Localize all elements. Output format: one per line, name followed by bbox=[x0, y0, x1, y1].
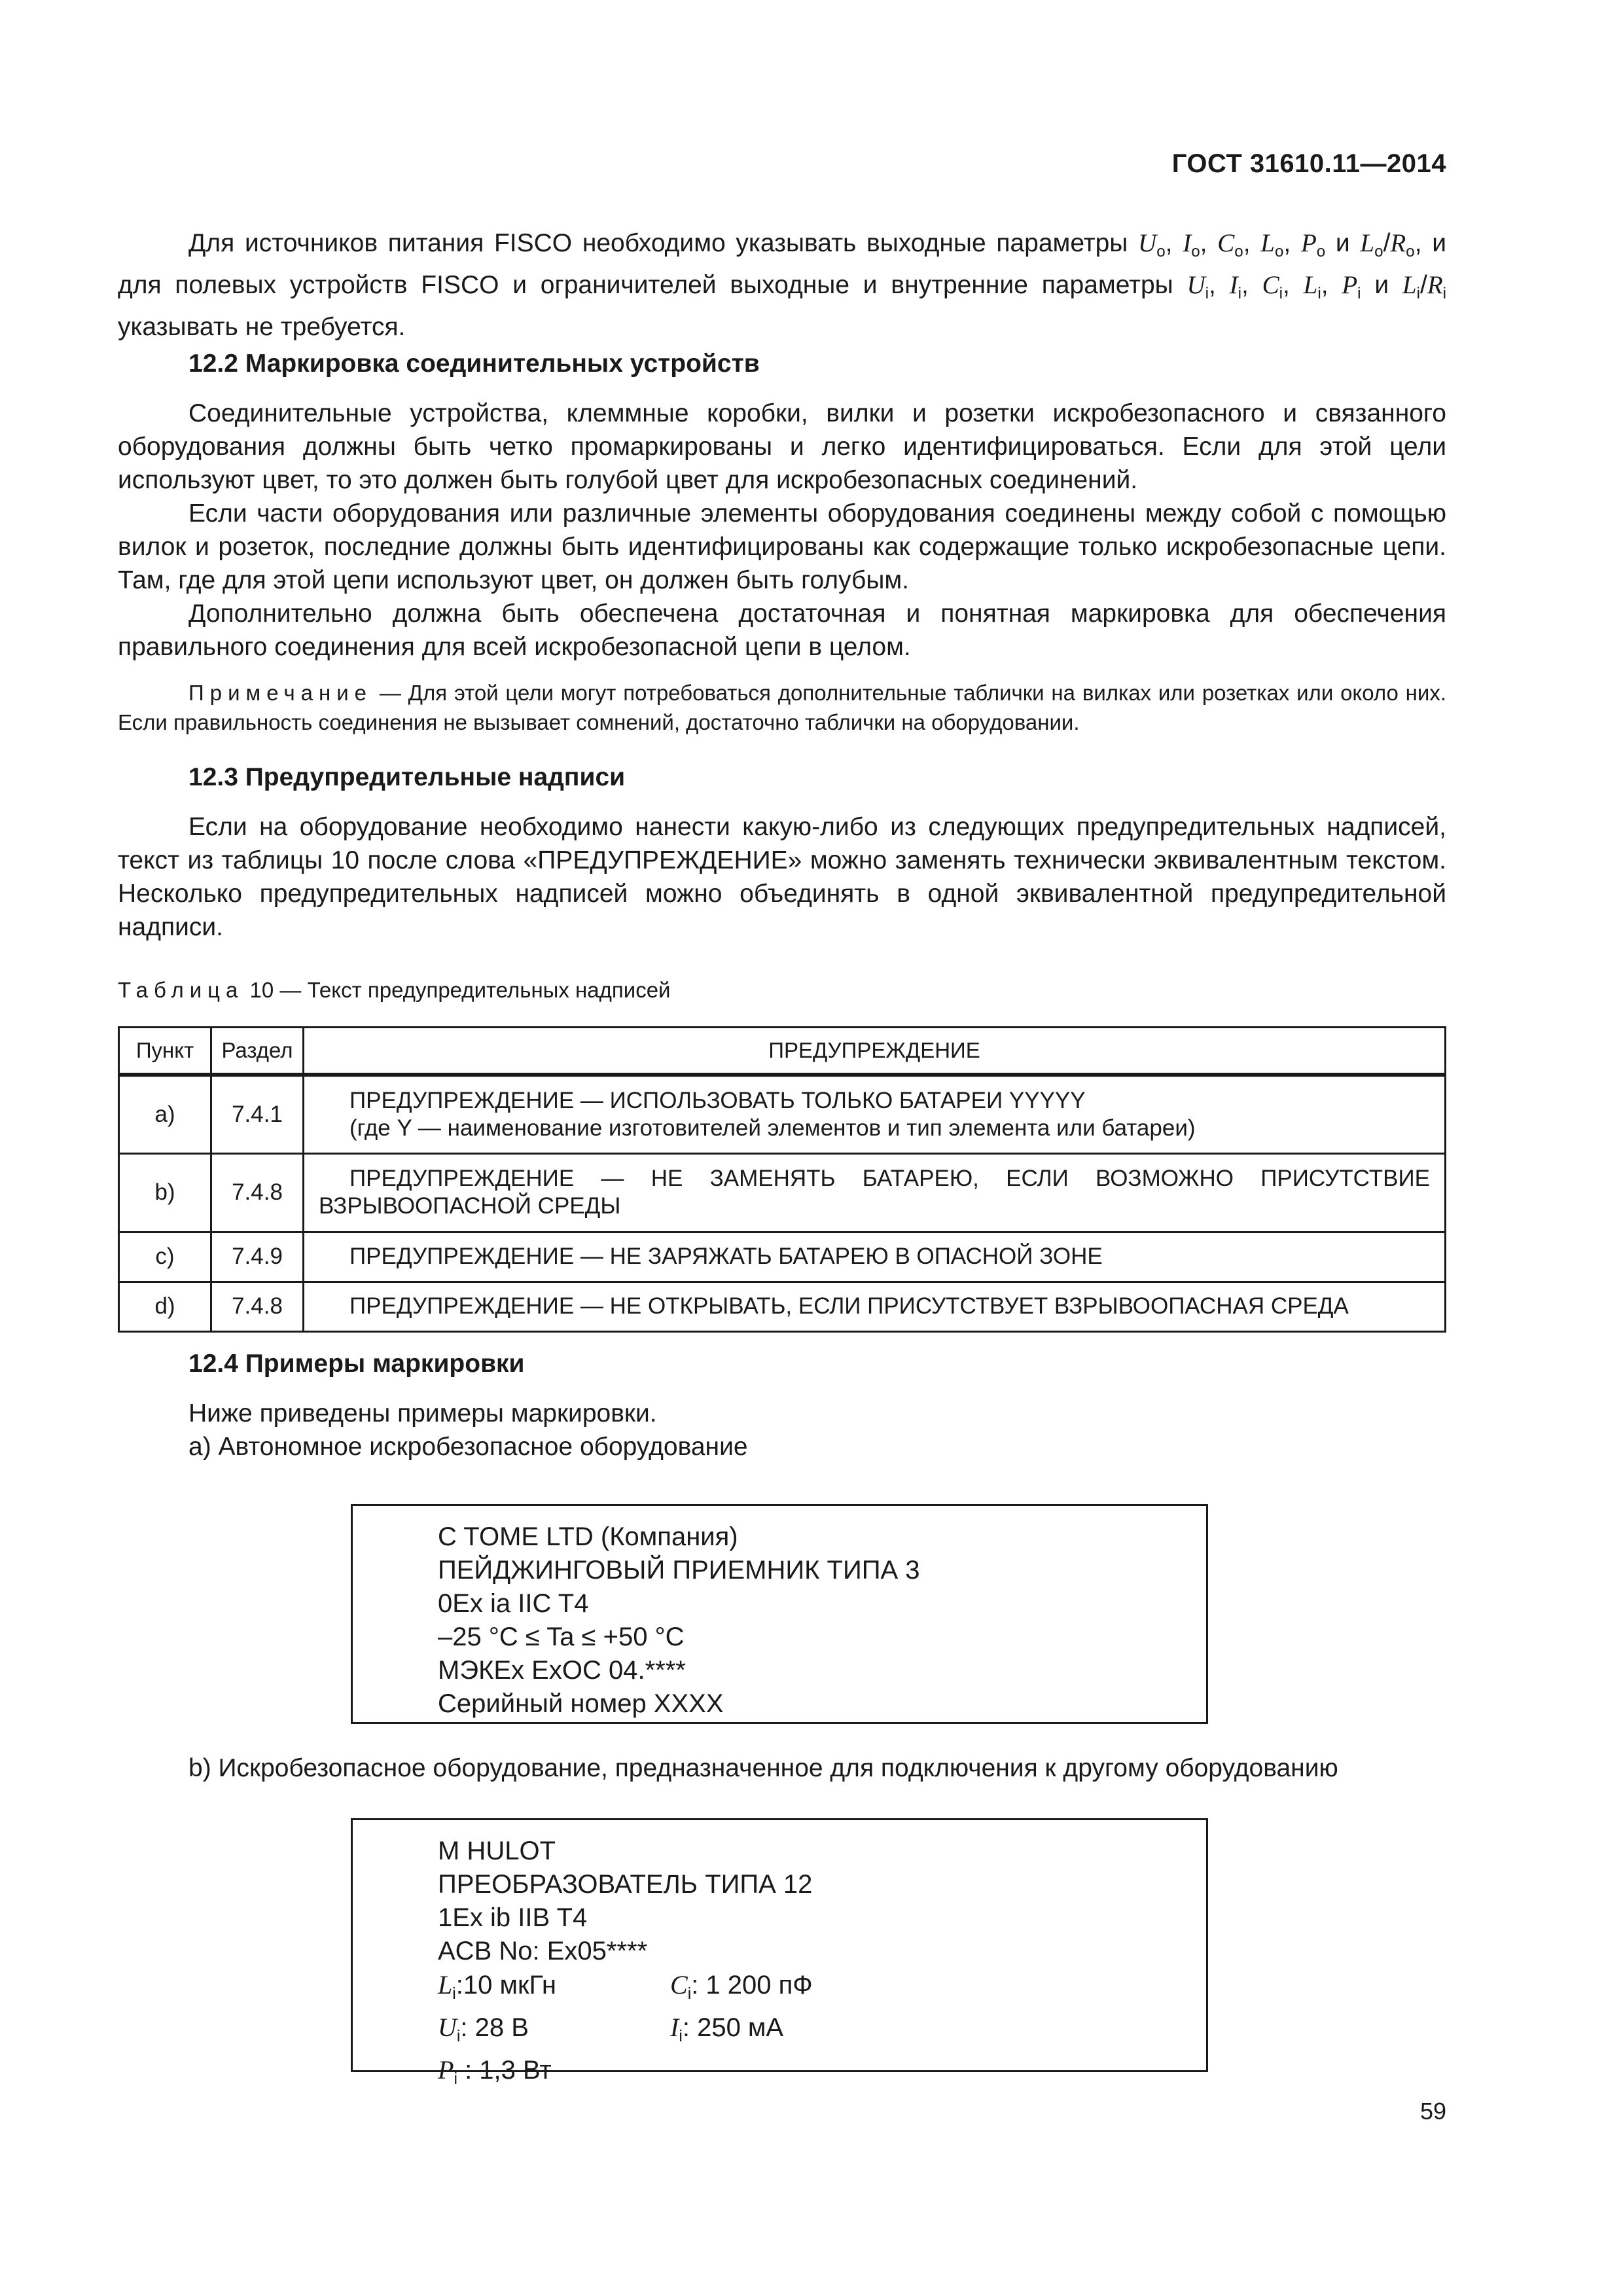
note-label: Примечание bbox=[188, 681, 373, 705]
paragraph: Соединительные устройства, клеммные коробки, вилки и розетки искробезопасного и связанного оборудования должны быть четко промаркированы и легко идентифицироваться. Если для этой цели используют цвет, то это должен быть голубой цвет для искробезопасных соединений. bbox=[118, 399, 1446, 494]
table-row bbox=[119, 1153, 1446, 1232]
marking-line: 0Ex ia IIC T4 bbox=[438, 1589, 589, 1618]
marking-example-a bbox=[351, 1504, 1208, 1724]
standard-code: ГОСТ 31610.11—2014 bbox=[1171, 149, 1446, 178]
marking-line: 1Ex ib IIB T4 bbox=[438, 1903, 588, 1932]
note-text: — Для этой цели могут потребоваться дополнительные таблички на вилках или розетках или около них. Если правильность соединения не вызывает сомнений, достаточно таблички на оборудовании. bbox=[118, 681, 1446, 734]
column-header: ПРЕДУПРЕЖДЕНИЕ bbox=[304, 1028, 1446, 1075]
warning-cell: ПРЕДУПРЕЖДЕНИЕ — НЕ ЗАРЯЖАТЬ БАТАРЕЮ В ОПАСНОЙ ЗОНЕ bbox=[304, 1232, 1446, 1282]
document-page bbox=[118, 0, 1446, 2296]
section-12-4-body bbox=[118, 1397, 1446, 1463]
heading-12-4: 12.4 Примеры маркировки bbox=[188, 1350, 525, 1378]
section-cell: 7.4.9 bbox=[211, 1232, 304, 1282]
section-cell: 7.4.8 bbox=[211, 1153, 304, 1232]
section-cell: 7.4.1 bbox=[211, 1075, 304, 1153]
marking-pair: $L_i:10$ мкГн $C_i$: 1 200 пФ bbox=[438, 1970, 813, 2003]
page-number: 59 bbox=[1419, 2098, 1446, 2125]
marking-line: C TOME LTD (Компания) bbox=[438, 1522, 738, 1551]
current-value: : 250 мА bbox=[682, 2013, 784, 2042]
marking-line: Серийный номер XXXX bbox=[438, 1689, 724, 1718]
marking-example-b bbox=[351, 1818, 1208, 2088]
table-header-row bbox=[119, 1028, 1446, 1075]
fisco-paragraph: Для источников питания FISCO необходимо указывать выходные параметры $U_o$, $I_o$, $C_o$, $L_o$, $P_o$ и $L_o/R_o$, и для полевых устройств FISCO и ограничителей выходные и внутренние параметры $U_i$, $I_i$, $C_i$, $L_i$, $P_i$ и $L_i/R_i$ указывать не требуется. bbox=[118, 229, 1447, 341]
voltage-value: : 28 В bbox=[460, 2013, 529, 2042]
paragraph: Если на оборудование необходимо нанести какую-либо из следующих предупредительных надписей, текст из таблицы 10 после слова «ПРЕДУПРЕЖДЕНИЕ» можно заменять технически эквивалентным текстом. Несколько предупредительных надписей можно объединять в одной эквивалентной предупредительной надписи. bbox=[118, 813, 1446, 941]
warning-cell: ПРЕДУПРЕЖДЕНИЕ — НЕ ОТКРЫВАТЬ, ЕСЛИ ПРИСУТСТВУЕТ ВЗРЫВООПАСНАЯ СРЕДА bbox=[304, 1282, 1446, 1331]
item-cell: a) bbox=[119, 1075, 211, 1153]
inductance-value: 10 мкГн bbox=[463, 1971, 556, 2000]
marking-line: M HULOT bbox=[438, 1837, 556, 1865]
marking-line: МЭКEx ExOC 04.**** bbox=[438, 1656, 686, 1685]
section-cell: 7.4.8 bbox=[211, 1282, 304, 1331]
marking-line: –25 °C ≤ Ta ≤ +50 °C bbox=[438, 1623, 685, 1651]
marking-line: ПЕЙДЖИНГОВЫЙ ПРИЕМНИК ТИПА 3 bbox=[438, 1556, 920, 1585]
paragraph: Если части оборудования или различные элементы оборудования соединены между собой с помощью вилок и розеток, последние должны быть идентифицированы как содержащие только искробезопасные цепи. Там, где для этой цепи используют цвет, он должен быть голубым. bbox=[118, 499, 1446, 594]
power-value: : 1,3 Вт bbox=[457, 2056, 552, 2085]
section-12-3-body bbox=[118, 810, 1446, 944]
table-row bbox=[119, 1282, 1446, 1331]
section-12-2-body bbox=[118, 397, 1446, 664]
marking-line: ПРЕОБРАЗОВАТЕЛЬ ТИПА 12 bbox=[438, 1870, 813, 1899]
table-caption: Таблица 10 — Текст предупредительных надписей bbox=[118, 978, 671, 1002]
heading-12-3: 12.3 Предупредительные надписи bbox=[188, 763, 626, 791]
warning-cell: ПРЕДУПРЕЖДЕНИЕ — НЕ ЗАМЕНЯТЬ БАТАРЕЮ, ЕСЛИ ВОЗМОЖНО ПРИСУТСТВИЕ ВЗРЫВООПАСНОЙ СРЕДЫ bbox=[304, 1153, 1446, 1232]
warning-table bbox=[118, 1026, 1446, 1333]
column-header: Пункт bbox=[119, 1028, 211, 1075]
marking-line: $P_i$ : 1,3 Вт bbox=[438, 2055, 552, 2088]
example-b-label: b) Искробезопасное оборудование, предназначенное для подключения к другому оборудованию bbox=[188, 1754, 1338, 1782]
item-cell: d) bbox=[119, 1282, 211, 1331]
example-a-label: а) Автономное искробезопасное оборудование bbox=[188, 1433, 748, 1461]
column-header: Раздел bbox=[211, 1028, 304, 1075]
note bbox=[118, 678, 1446, 737]
paragraph: Дополнительно должна быть обеспечена достаточная и понятная маркировка для обеспечения правильного соединения для всей искробезопасной цепи в целом. bbox=[118, 600, 1446, 661]
heading-12-2: 12.2 Маркировка соединительных устройств bbox=[188, 350, 760, 378]
example-b-label-wrap bbox=[118, 1751, 1446, 1785]
table-row bbox=[119, 1232, 1446, 1282]
paragraph: Ниже приведены примеры маркировки. bbox=[188, 1399, 657, 1427]
warning-cell: ПРЕДУПРЕЖДЕНИЕ — ИСПОЛЬЗОВАТЬ ТОЛЬКО БАТАРЕИ YYYYY (где Y — наименование изготовителей элементов и тип элемента или батареи) bbox=[304, 1075, 1446, 1153]
table-row bbox=[119, 1075, 1446, 1153]
item-cell: b) bbox=[119, 1153, 211, 1232]
item-cell: c) bbox=[119, 1232, 211, 1282]
marking-line: ACB No: Ex05**** bbox=[438, 1937, 648, 1965]
capacitance-value: : 1 200 пФ bbox=[691, 1971, 813, 2000]
intro-paragraph bbox=[118, 226, 1446, 344]
marking-pair: $U_i$: 28 В $I_i$: 250 мА bbox=[438, 2013, 784, 2045]
